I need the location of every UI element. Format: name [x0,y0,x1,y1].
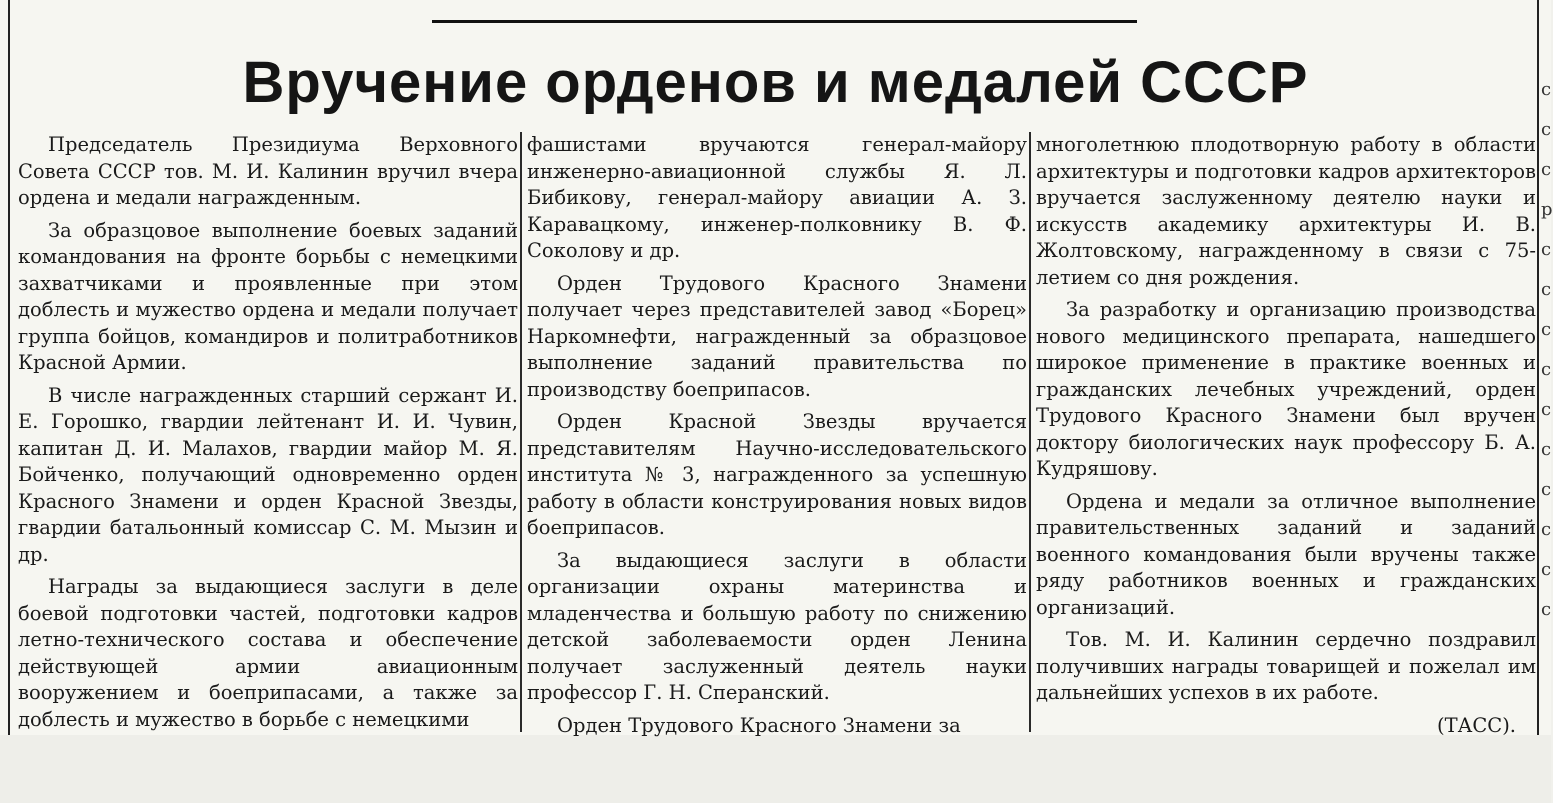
paragraph: Награды за выдающиеся заслуги в деле боевой подготовки частей, подготовки кадров летно-технического состава и обеспечение действующей армии авиационным вооружением и боеприпасами, а также за доблесть и мужество в борьбе с немецкими [18,575,518,731]
article-column-2 [527,132,1027,737]
paragraph: Председатель Президиума Верховного Совета СССР тов. М. И. Калинин вручил вчера ордена и медали награжденным. [18,133,518,209]
paragraph: За образцовое выполнение боевых заданий командования на фронте борьбы с немецкими захватчиками и проявленные при этом доблесть и мужество ордена и медали получает группа бойцов, командиров и политработников Красной Армии. [18,218,518,374]
paragraph: Ордена и медали за отличное выполнение правительственных заданий и заданий военного командования были вручены также ряду работников военных и гражданских организаций. [1036,489,1536,619]
article-column-1 [18,132,518,732]
news-agency-credit: (ТАСС). [1436,713,1516,737]
paragraph: Орден Трудового Красного Знамени получает через представителей завод «Борец» Наркомнефти, награжденный за образцовое выполнение заданий правительства по производству боеприпасов. [527,271,1027,401]
paragraph: многолетнюю плодотворную работу в области архитектуры и подготовки кадров архитекторов вручается заслуженному деятелю науки и искусств академику архитектуры И. В. Жолтовскому, награжденному в связи с 75-летием со дня рождения. [1036,133,1536,289]
top-rule [432,20,1137,23]
paragraph: За разработку и организацию производства нового медицинского препарата, нашедшего широкое применение в практике военных и гражданских лечебных учреждений, орден Трудового Красного Знамени был вручен доктору биологических наук профессору Б. А. Кудряшову. [1036,298,1536,480]
article-column-3 [1036,132,1536,737]
paragraph: В числе награжденных старший сержант И. Е. Горошко, гвардии лейтенант И. И. Чувин, капитан Д. И. Малахов, гвардии майор М. Я. Бойченко, получающий одновременно орден Красного Знамени и орден Красной Звезды, гвардии батальонный комиссар С. М. Мызин и др. [18,383,518,566]
column-divider [520,132,522,732]
paragraph: фашистами вручаются генерал-майору инженерно-авиационной службы Я. Л. Бибикову, генерал-майору авиации А. З. Каравацкому, инженер-полковнику В. Ф. Соколову и др. [527,133,1027,262]
paragraph: Орден Трудового Красного Знамени за [557,713,961,737]
page-margin [0,735,1551,803]
paragraph: Тов. М. И. Калинин сердечно поздравил получивших награды товарищей и пожелал им дальнейших успехов в их работе. [1036,628,1536,704]
headline: Вручение орденов и медалей СССР [242,50,1309,115]
paragraph: За выдающиеся заслуги в области организации охраны материнства и младенчества и большую работу по снижению детской заболеваемости орден Ленина получает заслуженный деятель науки профессор Г. Н. Сперанский. [527,548,1027,704]
adjacent-column-fragment: с с с р с с с с с с с с с с [1541,79,1553,620]
column-divider [1029,132,1031,732]
paragraph: Орден Красной Звезды вручается представителям Научно-исследовательского института № 3, награжденного за успешную работу в области конструирования новых видов боеприпасов. [527,410,1027,539]
